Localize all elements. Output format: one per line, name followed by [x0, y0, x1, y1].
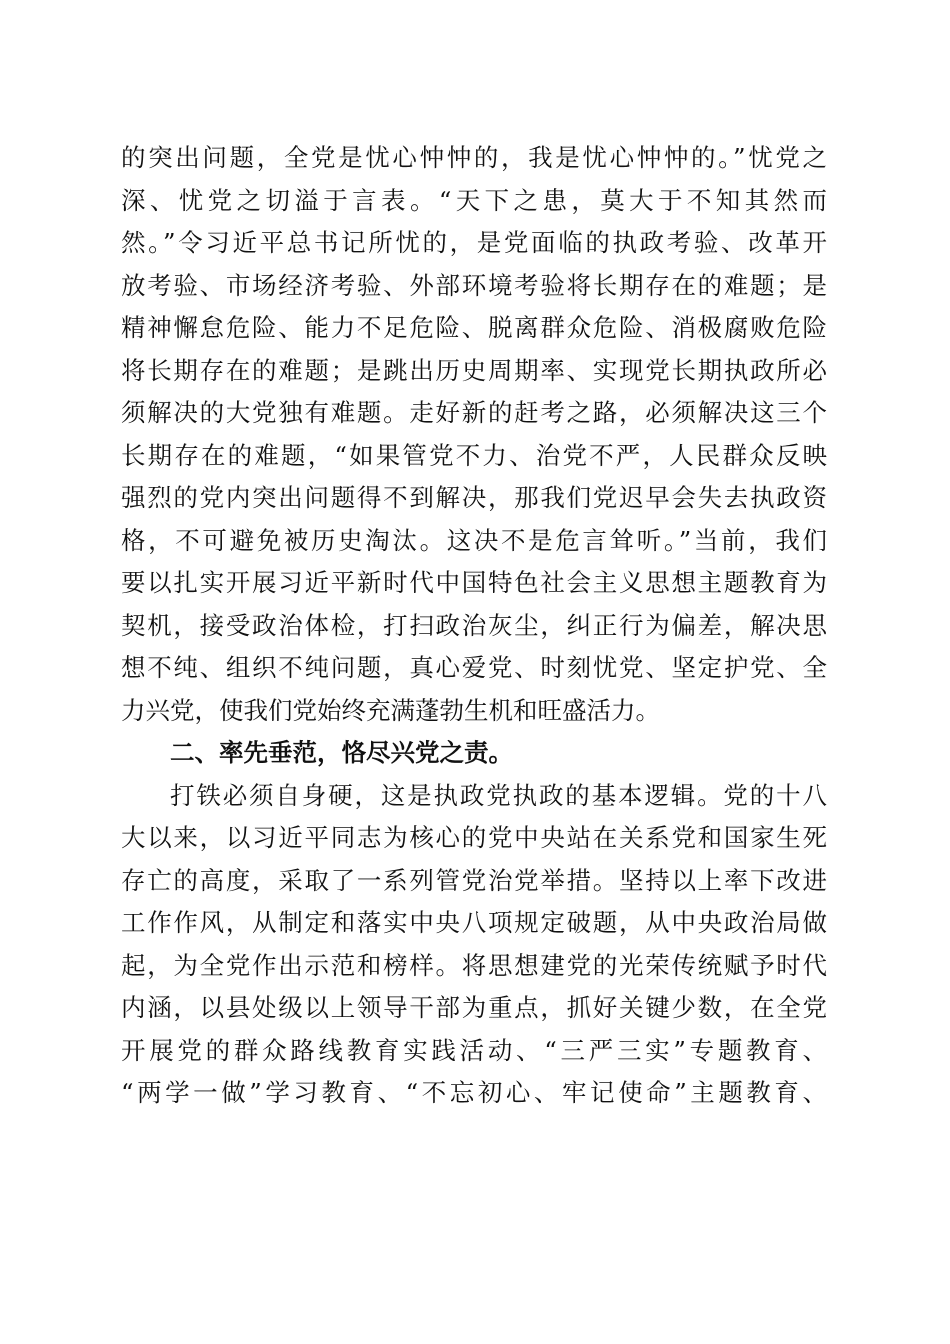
text-line: 要以扎实开展习近平新时代中国特色社会主义思想主题教育为 [121, 568, 827, 597]
text-line: 然。”令习近平总书记所忧的，是党面临的执政考验、改革开 [121, 228, 827, 257]
text-line: 工作作风，从制定和落实中央八项规定破题，从中央政治局做 [121, 908, 827, 937]
paragraph-first-line: 打铁必须自身硬，这是执政党执政的基本逻辑。党的十八 [170, 780, 827, 810]
text-line: 的突出问题，全党是忧心忡忡的，我是忧心忡忡的。”忧党之 [121, 143, 827, 172]
text-line: 契机，接受政治体检，打扫政治灰尘，纠正行为偏差，解决思 [121, 610, 827, 640]
text-line: 起，为全党作出示范和榜样。将思想建党的光荣传统赋予时代 [121, 950, 827, 980]
text-line: 大以来，以习近平同志为核心的党中央站在关系党和国家生死 [121, 823, 827, 852]
text-line: 格，不可避免被历史淘汰。这决不是危言耸听。”当前，我们 [121, 525, 827, 555]
text-line: 内涵，以县处级以上领导干部为重点，抓好关键少数，在全党 [121, 993, 827, 1022]
text-line: 想不纯、组织不纯问题，真心爱党、时刻忧党、坚定护党、全 [121, 653, 827, 682]
text-line: 须解决的大党独有难题。走好新的赶考之路，必须解决这三个 [121, 398, 827, 427]
text-line: 强烈的党内突出问题得不到解决，那我们党迟早会失去执政资 [121, 483, 827, 512]
text-line: 开展党的群众路线教育实践活动、“三严三实”专题教育、 [121, 1035, 827, 1065]
text-line: 存亡的高度，采取了一系列管党治党举措。坚持以上率下改进 [121, 865, 827, 895]
text-line: 力兴党，使我们党始终充满蓬勃生机和旺盛活力。 [121, 695, 660, 725]
text-line: 深、忧党之切溢于言表。“天下之患，莫大于不知其然而 [121, 185, 827, 215]
section-heading: 二、率先垂范，恪尽兴党之责。 [170, 738, 513, 767]
text-line: 长期存在的难题，“如果管党不力、治党不严，人民群众反映 [121, 440, 827, 470]
body-text [121, 137, 827, 1115]
text-line: 放考验、市场经济考验、外部环境考验将长期存在的难题；是 [121, 270, 827, 300]
text-line: 将长期存在的难题；是跳出历史周期率、实现党长期执政所必 [121, 355, 827, 385]
text-line: “两学一做”学习教育、“不忘初心、牢记使命”主题教育、 [121, 1078, 827, 1107]
text-line: 精神懈怠危险、能力不足危险、脱离群众危险、消极腐败危险 [121, 313, 827, 342]
